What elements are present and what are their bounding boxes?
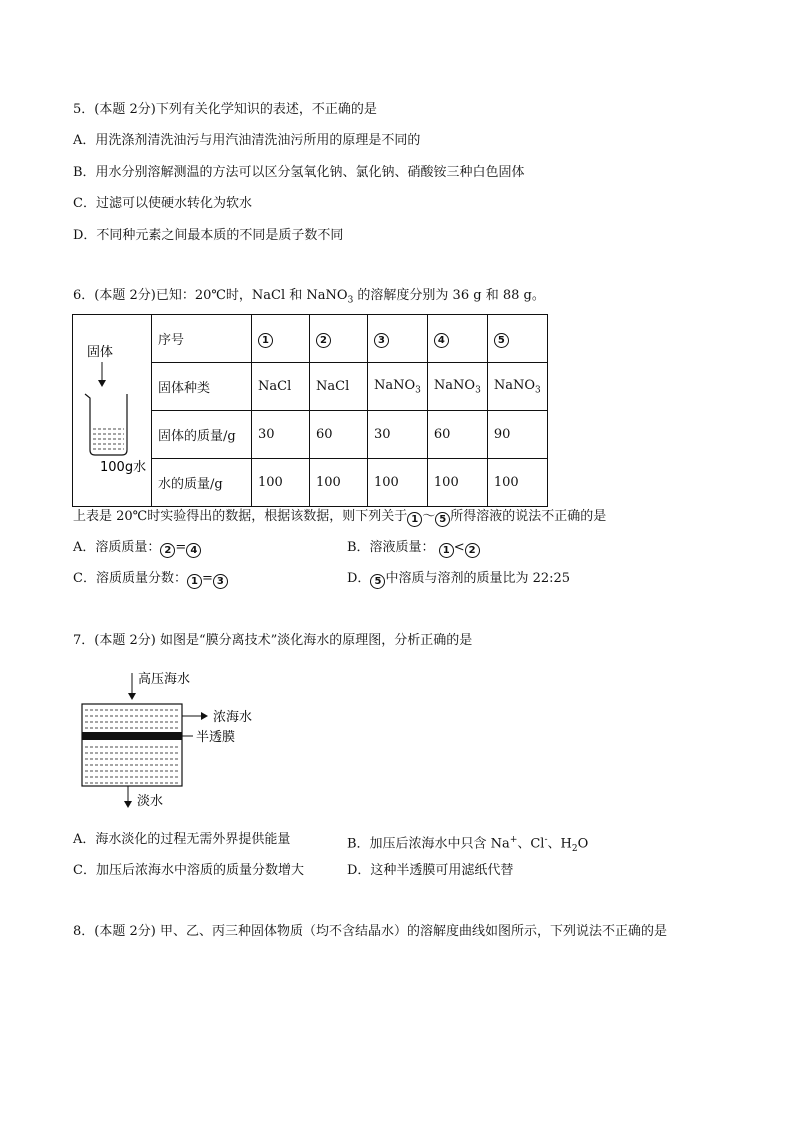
q5-option-d: D．不同种元素之间最本质的不同是质子数不同 — [73, 228, 344, 243]
id-cell-1 — [252, 315, 310, 363]
table-cell: NaNO$_3$ — [368, 363, 428, 411]
circle-5: 5 — [435, 512, 450, 527]
beaker-figure — [73, 318, 151, 504]
circle-1: 1 — [258, 333, 273, 348]
header-label-cell: 序号 — [152, 315, 252, 363]
q5-option-a: A．用洗涤剂清洗油污与用汽油清洗油污所用的原理是不同的 — [73, 133, 421, 148]
drain-arrow-head — [124, 801, 132, 808]
table-cell: NaCl — [252, 363, 310, 411]
inlet-arrow-head — [128, 693, 136, 700]
opt-text: 、H — [547, 836, 572, 852]
table-cell: 30 — [252, 411, 310, 459]
water-lines — [93, 429, 124, 449]
id-cell-3 — [368, 315, 428, 363]
q6-note-text: 上表是 20℃时实验得出的数据，根据该数据，则下列关于 — [73, 509, 408, 524]
q8-stem: 8．(本题 2分) 甲、乙、丙三种固体物质（均不含结晶水）的溶解度曲线如图所示，下列说法不正确的是 — [73, 924, 667, 939]
circle-3: 3 — [374, 333, 389, 348]
q7-stem: 7．(本题 2分) 如图是“膜分离技术”淡化海水的原理图，分析正确的是 — [73, 633, 473, 648]
q6-figure-cell — [73, 315, 152, 507]
table-cell: 60 — [310, 411, 368, 459]
solid-label: 固体 — [87, 344, 114, 360]
membrane-bar — [82, 732, 182, 740]
circle-1: 1 — [407, 512, 422, 527]
q6-option-d — [347, 570, 570, 589]
fresh-water-label: 淡水 — [137, 794, 164, 809]
membrane-figure — [75, 668, 275, 813]
seawater-lines — [85, 710, 179, 728]
freshwater-lines — [85, 747, 179, 783]
opt-text: O — [577, 836, 589, 852]
sup-plus: + — [509, 835, 518, 845]
opt-text: D． — [347, 571, 371, 586]
circle-5: 5 — [494, 333, 509, 348]
membrane-label: 半透膜 — [196, 730, 236, 745]
q6-stem-text: 6．(本题 2分)已知：20℃时，NaCl 和 NaNO — [73, 288, 348, 303]
solid-arrow-head — [98, 380, 106, 387]
operator: = — [201, 571, 213, 586]
circle-5: 5 — [370, 574, 385, 589]
operator: = — [175, 540, 187, 555]
id-cell-5 — [487, 315, 547, 363]
id-cell-2 — [310, 315, 368, 363]
water-label: 100g水 — [100, 459, 147, 475]
q5-option-c: C．过滤可以使硬水转化为软水 — [73, 196, 252, 211]
table-cell: 100 — [252, 459, 310, 507]
table-cell: 100 — [487, 459, 547, 507]
row-label: 水的质量/g — [152, 459, 252, 507]
formula-subscript: 3 — [415, 385, 421, 396]
brine-label: 浓海水 — [213, 710, 253, 725]
q5-stem: 5．(本题 2分)下列有关化学知识的表述，不正确的是 — [73, 102, 377, 117]
table-cell: NaNO$_3$ — [427, 363, 487, 411]
table-cell: NaNO$_3$ — [487, 363, 547, 411]
table-cell: 100 — [427, 459, 487, 507]
high-pressure-label: 高压海水 — [138, 672, 191, 687]
table-cell: NaCl — [310, 363, 368, 411]
circle-2: 2 — [465, 543, 480, 558]
circle-1: 1 — [187, 574, 202, 589]
q7-option-a: A．海水淡化的过程无需外界提供能量 — [73, 832, 291, 847]
beaker-icon — [85, 394, 127, 455]
q7-option-b — [347, 831, 588, 858]
circle-2: 2 — [316, 333, 331, 348]
circle-4: 4 — [434, 333, 449, 348]
q6-option-c — [73, 570, 228, 589]
table-cell: 90 — [487, 411, 547, 459]
formula-subscript: 3 — [475, 385, 481, 396]
opt-text: C．溶质质量分数： — [73, 571, 187, 586]
formula-subscript: 3 — [534, 385, 541, 396]
q7-option-c: C．加压后浓海水中溶质的质量分数增大 — [73, 863, 304, 878]
q7-option-d: D．这种半透膜可用滤纸代替 — [347, 863, 514, 878]
opt-text: A．溶质质量： — [73, 540, 161, 555]
circle-3: 3 — [213, 574, 228, 589]
opt-text: B．溶液质量： — [347, 540, 435, 555]
opt-text: 、Cl — [517, 836, 545, 852]
q6-stem — [73, 287, 545, 310]
q6-table — [72, 314, 548, 507]
opt-text: B．加压后浓海水中只含 Na — [347, 836, 510, 852]
table-cell: 60 — [427, 411, 487, 459]
outlet-arrow-head — [201, 712, 208, 720]
q6-option-b — [347, 539, 480, 558]
operator: < — [453, 540, 465, 555]
table-cell: 100 — [368, 459, 428, 507]
opt-text: 中溶质与溶剂的质量比为 22:25 — [385, 571, 571, 586]
table-cell: 30 — [368, 411, 428, 459]
q6-option-a — [73, 539, 201, 558]
circle-2: 2 — [160, 543, 175, 558]
q6-note-end: 所得溶液的说法不正确的是 — [450, 509, 607, 524]
sup-minus: - — [544, 835, 548, 845]
row-label: 固体种类 — [152, 363, 252, 411]
table-cell: 100 — [310, 459, 368, 507]
circle-1: 1 — [439, 543, 454, 558]
q6-stem-end: 的溶解度分别为 36 g 和 88 g。 — [353, 288, 545, 303]
circle-4: 4 — [186, 543, 201, 558]
q5-option-b: B．用水分别溶解测温的方法可以区分氢氧化钠、氯化钠、硝酸铵三种白色固体 — [73, 165, 525, 180]
q6-stem-sub: 3 — [347, 295, 354, 306]
q6-note-tilde: ～ — [422, 509, 436, 524]
q6-note — [73, 508, 606, 527]
id-cell-4 — [427, 315, 487, 363]
sub-2: 2 — [571, 843, 578, 854]
row-label: 固体的质量/g — [152, 411, 252, 459]
